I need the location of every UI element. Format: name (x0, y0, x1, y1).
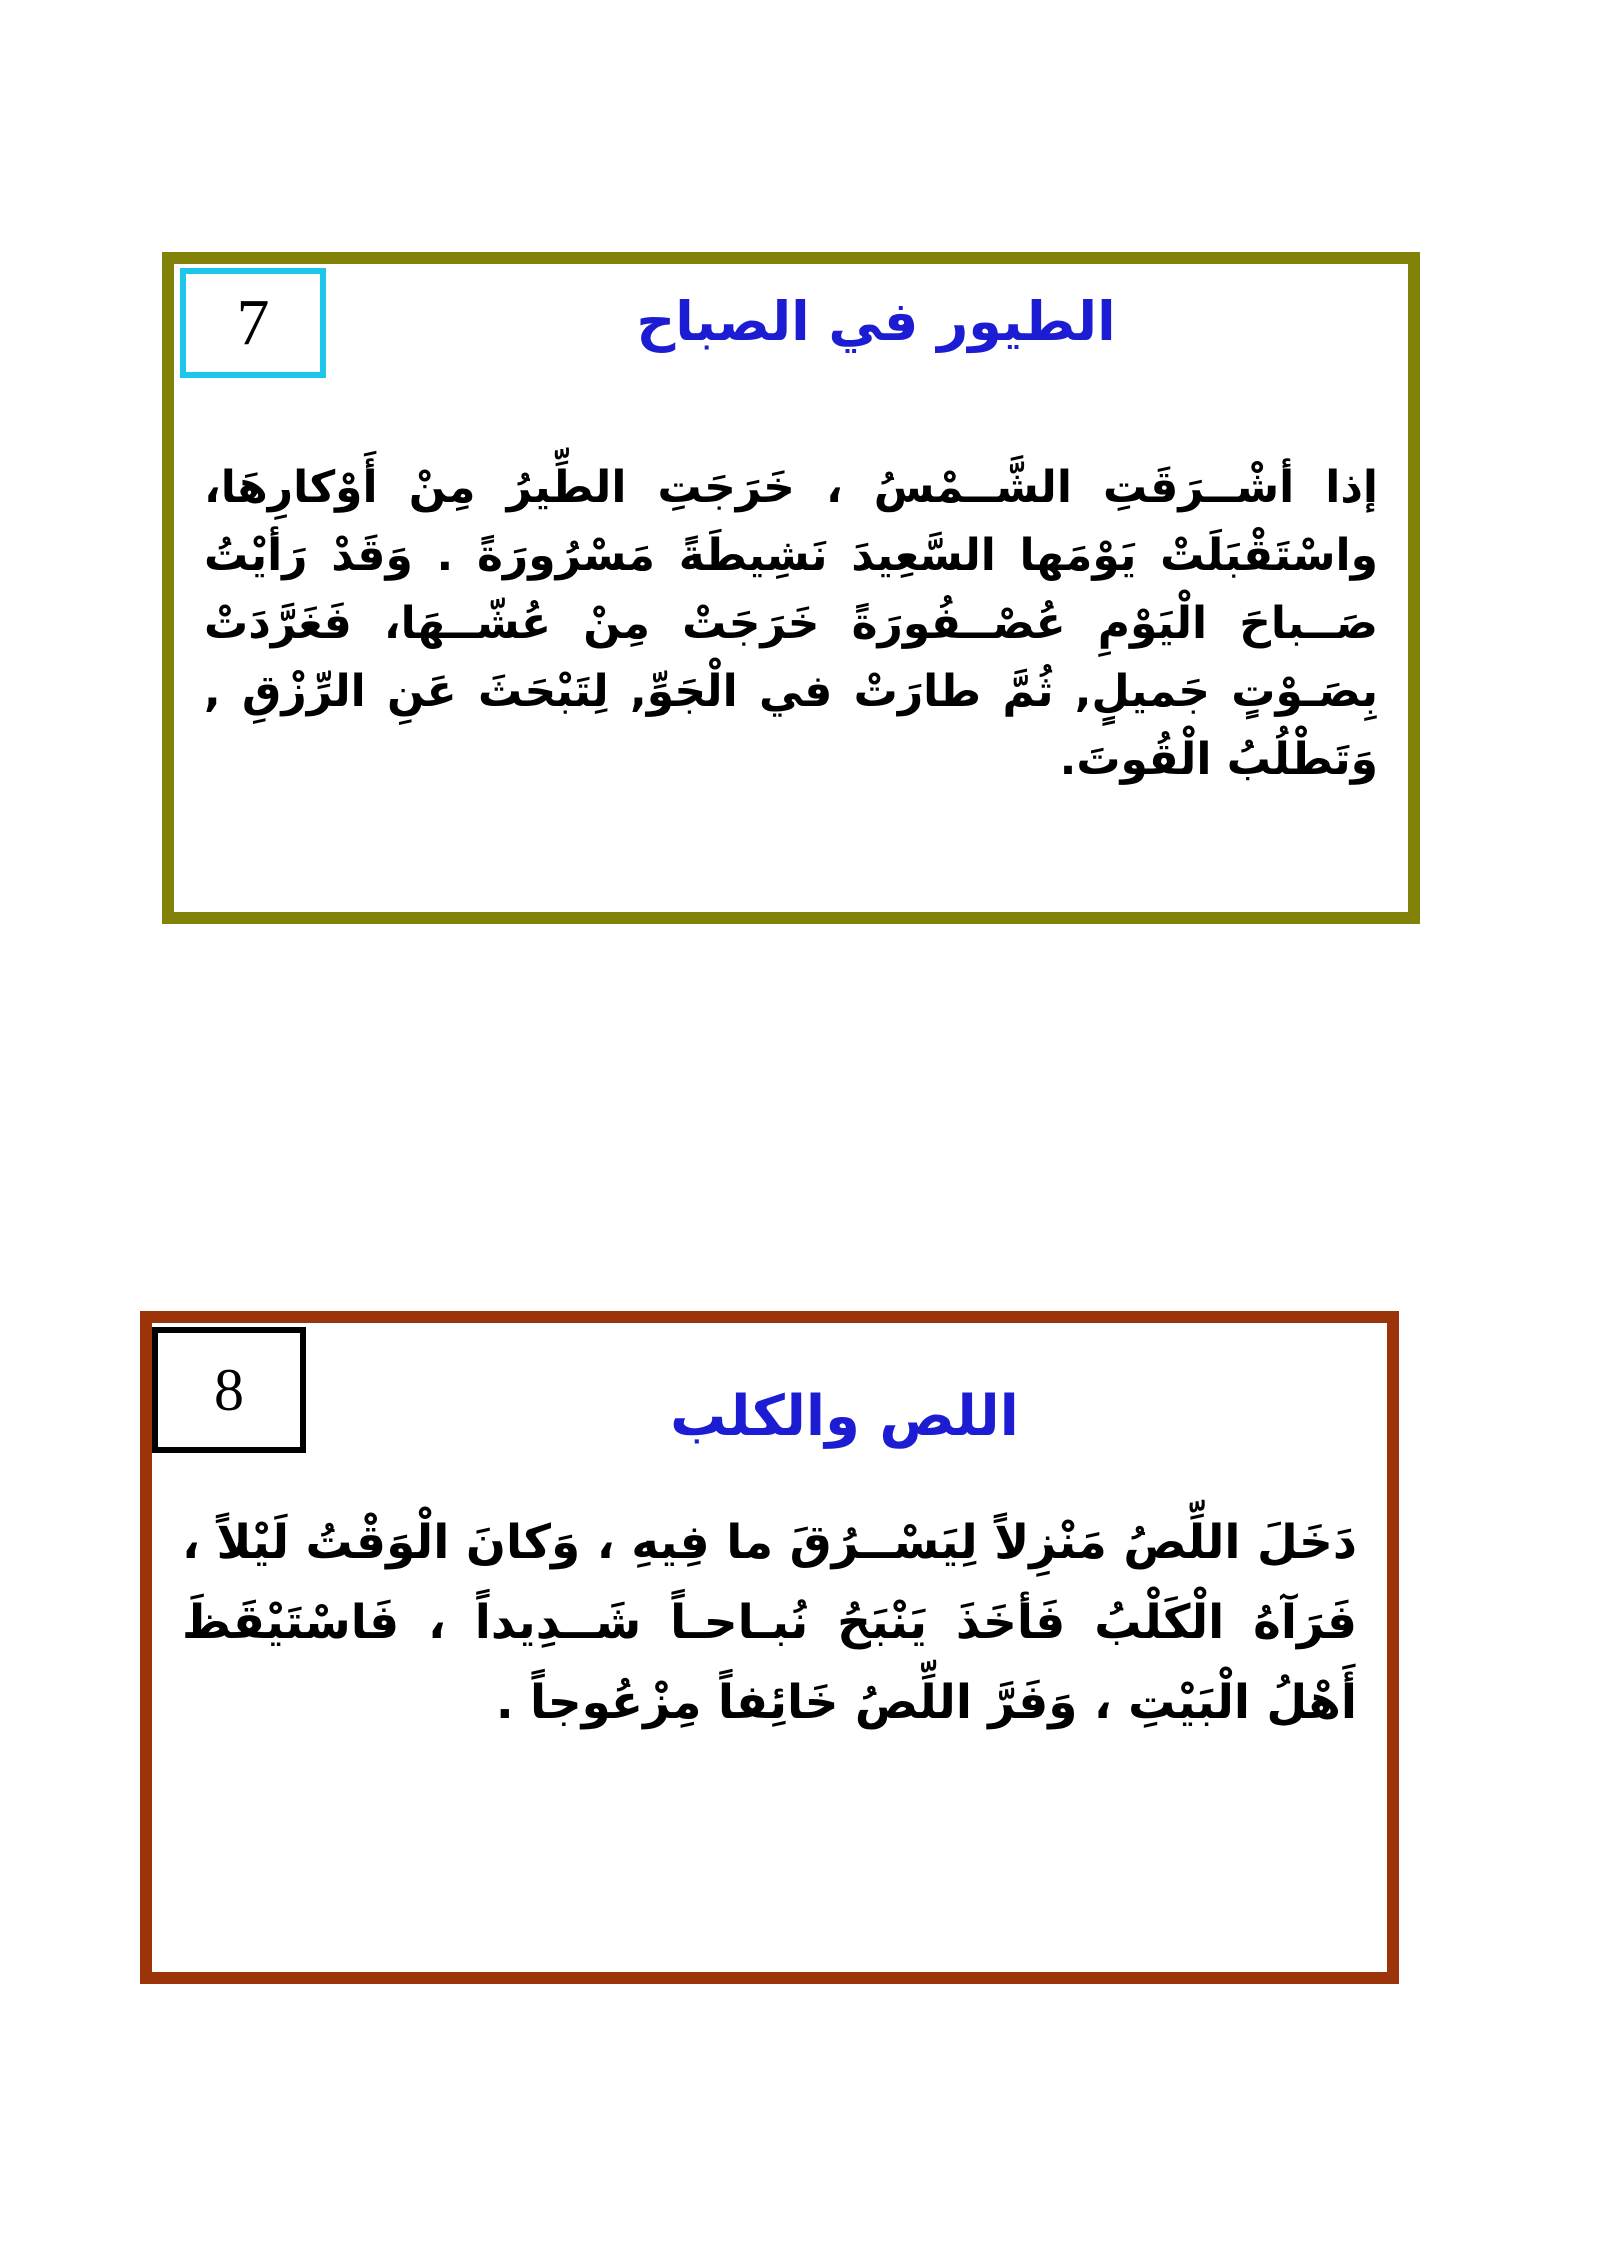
story-card-7 (162, 252, 1420, 924)
story-card-8 (140, 1311, 1399, 1984)
story-text: دَخَلَ اللِّصُ مَنْزِلاً لِيَسْــرُقَ ما فِيهِ ، وَكانَ الْوَقْتُ لَيْلاً ، فَرَآهُ الْكَلْبُ فَأخَذَ يَنْبَحُ نُبـاحـاً شَــدِيداً ، فَاسْتَيْقَظَ أَهْلُ الْبَيْتِ ، وَفَرَّ اللِّصُ خَائِفاً مِزْعُوجاً . (182, 1515, 1357, 1730)
story-text: إذا أشْــرَقَتِ الشَّــمْسُ ، خَرَجَتِ الطِّيرُ مِنْ أَوْكارِهَا، واسْتَقْبَلَتْ يَوْمَها السَّعِيدَ نَشِيطَةً مَسْرُورَةً . وَقَدْ رَأيْتُ صَــباحَ الْيَوْمِ عُصْــفُورَةً خَرَجَتْ مِنْ عُشّــهَا، فَغَرَّدَتْ بِصَـوْتٍ جَميلٍ, ثُمَّ طارَتْ في الْجَوِّ, لِتَبْحَثَ عَنِ الرِّزْقِ , وَتَطْلُبُ الْقُوتَ. (204, 462, 1378, 785)
story-number: 7 (236, 286, 270, 359)
story-title: الطيور في الصباح (636, 290, 1116, 353)
story-number: 8 (214, 1356, 244, 1423)
story-title: اللص والكلب (670, 1384, 1019, 1449)
